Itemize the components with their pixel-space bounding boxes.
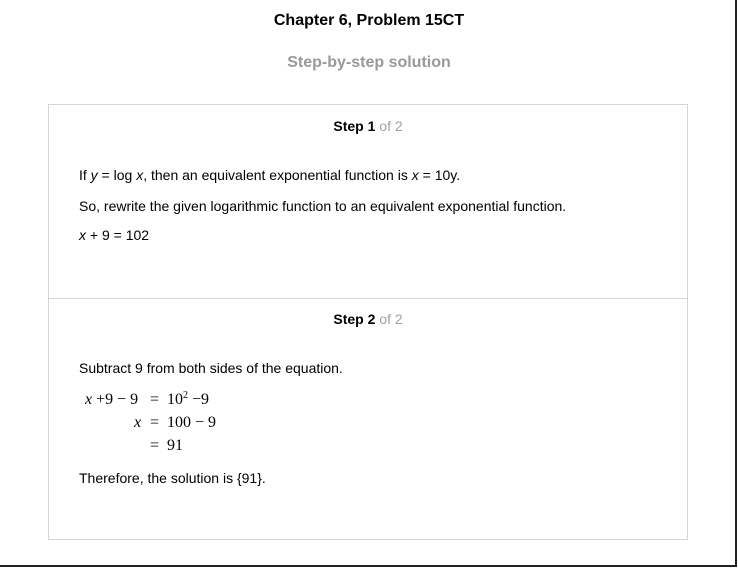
- step-2: [49, 298, 687, 540]
- step-total: of 2: [379, 311, 403, 327]
- var-x: x: [411, 167, 419, 183]
- step-2-intro: Subtract 9 from both sides of the equation.: [79, 360, 343, 376]
- step-2-conclusion: Therefore, the solution is {91}.: [79, 470, 266, 486]
- text: +9 − 9: [92, 391, 139, 408]
- equation-rhs-3: 91: [167, 437, 183, 454]
- equals-sign: =: [150, 437, 160, 454]
- step-2-header: [49, 311, 687, 327]
- text: −9: [188, 391, 210, 408]
- text: , then an equivalent exponential function is: [143, 167, 412, 183]
- step-number: 2: [367, 311, 376, 327]
- var-x: x: [79, 227, 86, 243]
- var-x: x: [136, 167, 144, 183]
- exponent: 2: [183, 390, 188, 401]
- page-title: Chapter 6, Problem 15CT: [273, 12, 465, 29]
- step-1: [49, 105, 687, 299]
- var-y: y: [90, 167, 98, 183]
- solution-box: [48, 104, 688, 540]
- text: 10: [167, 391, 183, 408]
- equation-rhs-2: 100 − 9: [167, 414, 217, 431]
- text: = 10y.: [418, 167, 461, 183]
- equation-rhs-1: [167, 391, 209, 409]
- equation-line-1: [85, 391, 138, 409]
- text: = log: [97, 167, 137, 183]
- var-x: x: [134, 414, 142, 431]
- var-x: x: [85, 391, 93, 408]
- text: + 9 = 102: [86, 227, 150, 243]
- step-1-line-2: So, rewrite the given logarithmic function to an equivalent exponential function.: [79, 198, 567, 214]
- step-label: Step: [333, 311, 364, 327]
- step-1-header: [49, 118, 687, 134]
- step-total: of 2: [379, 118, 403, 134]
- equals-sign: =: [150, 414, 160, 431]
- step-label: Step: [333, 118, 364, 134]
- equals-sign: =: [150, 391, 160, 408]
- text: If: [79, 167, 91, 183]
- equation-lhs-2: [134, 414, 141, 432]
- solution-subtitle: Step-by-step solution: [287, 54, 451, 71]
- step-number: 1: [367, 118, 376, 134]
- step-1-line-1: [79, 167, 460, 183]
- step-1-line-3: [79, 227, 149, 243]
